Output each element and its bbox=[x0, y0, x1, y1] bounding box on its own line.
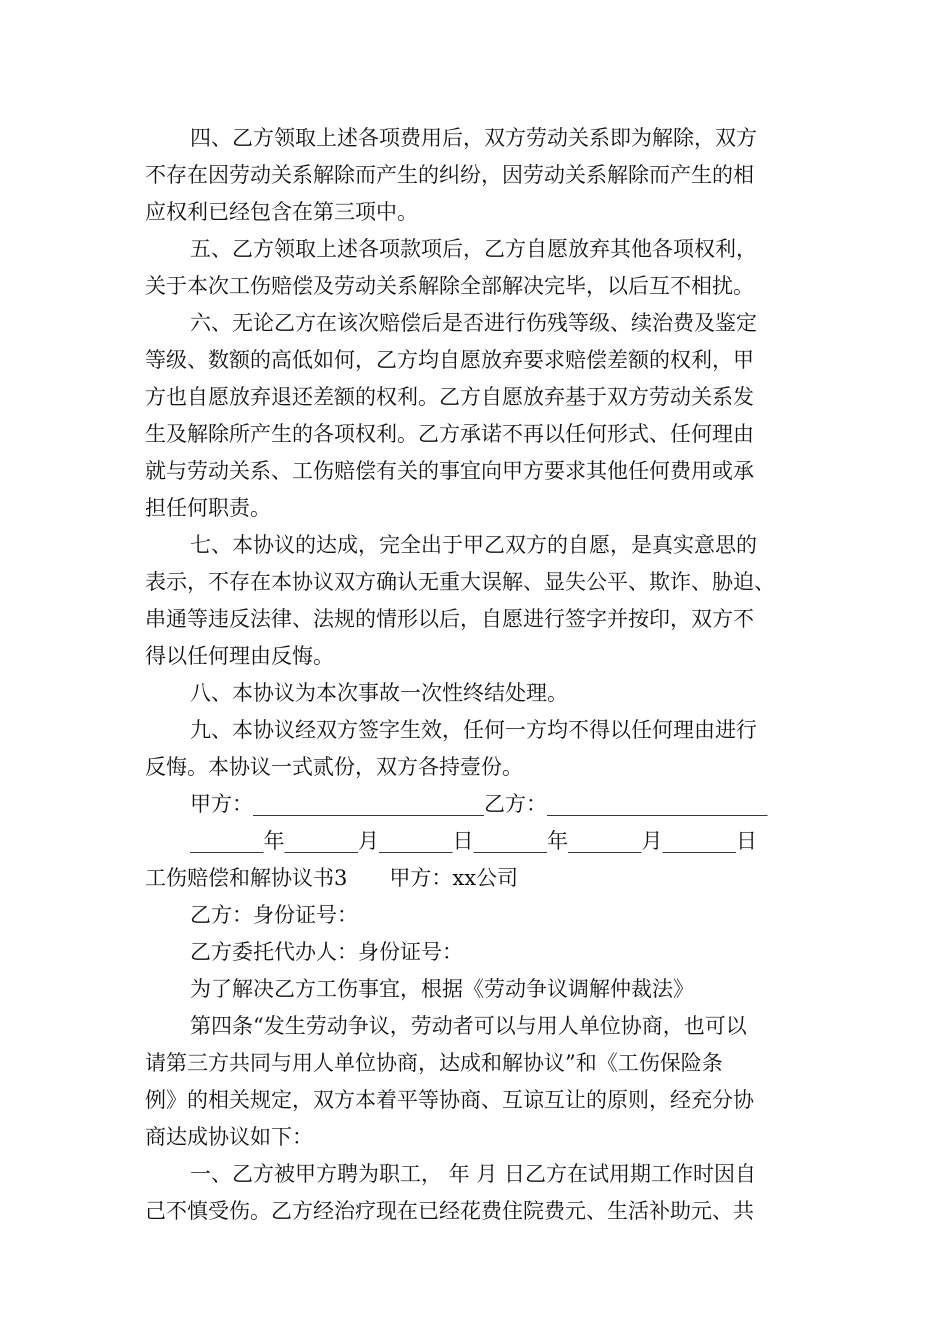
paragraph-line: 为了解决乙方工伤事宜，根据《劳动争议调解仲裁法》 bbox=[190, 977, 694, 1001]
paragraph-line: 反悔。本协议一式贰份，双方各持壹份。 bbox=[145, 755, 523, 779]
paragraph-line: 不存在因劳动关系解除而产生的纠纷，因劳动关系解除而产生的相 bbox=[145, 163, 754, 187]
paragraph-line: 乙方委托代办人：身份证号： bbox=[190, 940, 463, 964]
paragraph-line: 商达成协议如下： bbox=[145, 1125, 313, 1149]
paragraph-line: 生及解除所产生的各项权利。乙方承诺不再以任何形式、任何理由 bbox=[145, 422, 754, 446]
paragraph-line: 请第三方共同与用人单位协商，达成和解协议”和《工伤保险条 bbox=[145, 1051, 723, 1075]
paragraph-line: 己不慎受伤。乙方经治疗现在已经花费住院费元、生活补助元、共 bbox=[145, 1199, 754, 1223]
paragraph-line: 乙方：身份证号： bbox=[190, 903, 358, 927]
paragraph-line: 第四条“发生劳动争议，劳动者可以与用人单位协商，也可以 bbox=[190, 1014, 747, 1038]
paragraph-line: 八、本协议为本次事故一次性终结处理。 bbox=[190, 681, 568, 705]
date-line: _______年_______月_______日_______年_______月_______日 bbox=[190, 829, 757, 853]
paragraph-line: 串通等违反法律、法规的情形以后，自愿进行签字并按印，双方不 bbox=[145, 607, 754, 631]
paragraph-line: 担任何职责。 bbox=[145, 496, 271, 520]
paragraph-line: 四、乙方领取上述各项费用后，双方劳动关系即为解除，双方 bbox=[190, 126, 757, 150]
paragraph-line: 方也自愿放弃退还差额的权利。乙方自愿放弃基于双方劳动关系发 bbox=[145, 385, 754, 409]
paragraph-line: 就与劳动关系、工伤赔偿有关的事宜向甲方要求其他任何费用或承 bbox=[145, 459, 754, 483]
paragraph-line: 一、乙方被甲方聘为职工， 年 月 日乙方在试用期工作时因自 bbox=[190, 1162, 757, 1186]
signature-line: 甲方：______________________乙方：_____________________ bbox=[190, 792, 768, 816]
paragraph-line: 等级、数额的高低如何，乙方均自愿放弃要求赔偿差额的权利，甲 bbox=[145, 348, 754, 372]
paragraph-line: 例》的相关规定，双方本着平等协商、互谅互让的原则，经充分协 bbox=[145, 1088, 754, 1112]
section-heading: 工伤赔偿和解协议书3 甲方：xx公司 bbox=[145, 866, 519, 890]
paragraph-line: 得以任何理由反悔。 bbox=[145, 644, 334, 668]
paragraph-line: 七、本协议的达成，完全出于甲乙双方的自愿，是真实意思的 bbox=[190, 533, 757, 557]
paragraph-line: 五、乙方领取上述各项款项后，乙方自愿放弃其他各项权利， bbox=[190, 237, 757, 261]
paragraph-line: 应权利已经包含在第三项中。 bbox=[145, 200, 418, 224]
paragraph-line: 九、本协议经双方签字生效，任何一方均不得以任何理由进行 bbox=[190, 718, 757, 742]
paragraph-line: 关于本次工伤赔偿及劳动关系解除全部解决完毕，以后互不相扰。 bbox=[145, 274, 754, 298]
paragraph-line: 六、无论乙方在该次赔偿后是否进行伤残等级、续治费及鉴定 bbox=[190, 311, 757, 335]
paragraph-line: 表示，不存在本协议双方确认无重大误解、显失公平、欺诈、胁迫、 bbox=[145, 570, 775, 594]
